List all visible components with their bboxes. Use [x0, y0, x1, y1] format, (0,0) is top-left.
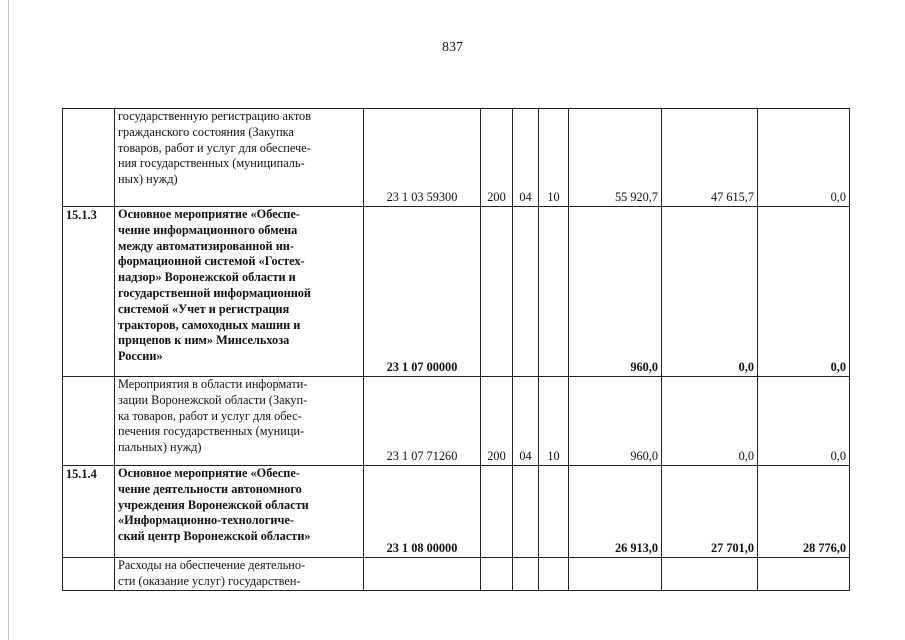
- table-row: [63, 466, 850, 558]
- description-cell: Основное мероприятие «Обеспе- чение информационного обмена между автоматизированной ин- формационной системой «Гостех- надзор» Воронежской области и государственной информационной системой «Учет и регистрация тракторов, самоходных машин и прицепов к ним» Минсельхоза России»: [115, 207, 364, 377]
- subsection-cell: 10: [539, 109, 569, 207]
- target-code-cell: 23 1 08 00000: [364, 466, 481, 558]
- amount-year-2-cell: 27 701,0: [662, 466, 758, 558]
- section-cell: 04: [513, 377, 539, 466]
- amount-year-2-cell: 47 615,7: [662, 109, 758, 207]
- section-cell: [513, 207, 539, 377]
- description-cell: Мероприятия в области информати- зации Воронежской области (Закуп- ка товаров, работ и услуг для обес- печения государственных (муници- пальных) нужд): [115, 377, 364, 466]
- amount-year-3-cell: 0,0: [758, 377, 850, 466]
- amount-year-2-cell: 0,0: [662, 207, 758, 377]
- subsection-cell: [539, 558, 569, 591]
- section-cell: [513, 466, 539, 558]
- description-cell: Расходы на обеспечение деятельно- сти (оказание услуг) государствен-: [115, 558, 364, 591]
- target-code-cell: 23 1 03 59300: [364, 109, 481, 207]
- expense-type-cell: [481, 558, 513, 591]
- amount-year-2-cell: 0,0: [662, 377, 758, 466]
- subsection-cell: [539, 207, 569, 377]
- amount-year-3-cell: 0,0: [758, 109, 850, 207]
- section-cell: 04: [513, 109, 539, 207]
- expense-type-cell: [481, 466, 513, 558]
- amount-year-3-cell: [758, 558, 850, 591]
- amount-year-3-cell: 0,0: [758, 207, 850, 377]
- target-code-cell: 23 1 07 71260: [364, 377, 481, 466]
- amount-year-1-cell: [569, 558, 662, 591]
- description-cell: государственную регистрацию актов гражданского состояния (Закупка товаров, работ и услуг для обеспече- ния государственных (муниципаль- ных) нужд): [115, 109, 364, 207]
- description-cell: Основное мероприятие «Обеспе- чение деятельности автономного учреждения Воронежской области «Информационно-технологиче- ский центр Воронежской области»: [115, 466, 364, 558]
- page-number: 837: [442, 40, 463, 55]
- amount-year-1-cell: 960,0: [569, 377, 662, 466]
- scan-left-edge: [8, 0, 9, 640]
- subsection-cell: 10: [539, 377, 569, 466]
- amount-year-1-cell: 26 913,0: [569, 466, 662, 558]
- table-row: [63, 558, 850, 591]
- target-code-cell: [364, 558, 481, 591]
- table-row: [63, 109, 850, 207]
- amount-year-1-cell: 55 920,7: [569, 109, 662, 207]
- table-row: [63, 377, 850, 466]
- row-number-cell: 15.1.4: [63, 466, 115, 558]
- amount-year-2-cell: [662, 558, 758, 591]
- subsection-cell: [539, 466, 569, 558]
- expense-type-cell: 200: [481, 377, 513, 466]
- amount-year-1-cell: 960,0: [569, 207, 662, 377]
- expense-type-cell: [481, 207, 513, 377]
- amount-year-3-cell: 28 776,0: [758, 466, 850, 558]
- table-body: [63, 109, 850, 591]
- table-row: [63, 207, 850, 377]
- expense-type-cell: 200: [481, 109, 513, 207]
- section-cell: [513, 558, 539, 591]
- row-number-cell: [63, 377, 115, 466]
- budget-table: [62, 108, 850, 591]
- row-number-cell: [63, 558, 115, 591]
- row-number-cell: 15.1.3: [63, 207, 115, 377]
- target-code-cell: 23 1 07 00000: [364, 207, 481, 377]
- row-number-cell: [63, 109, 115, 207]
